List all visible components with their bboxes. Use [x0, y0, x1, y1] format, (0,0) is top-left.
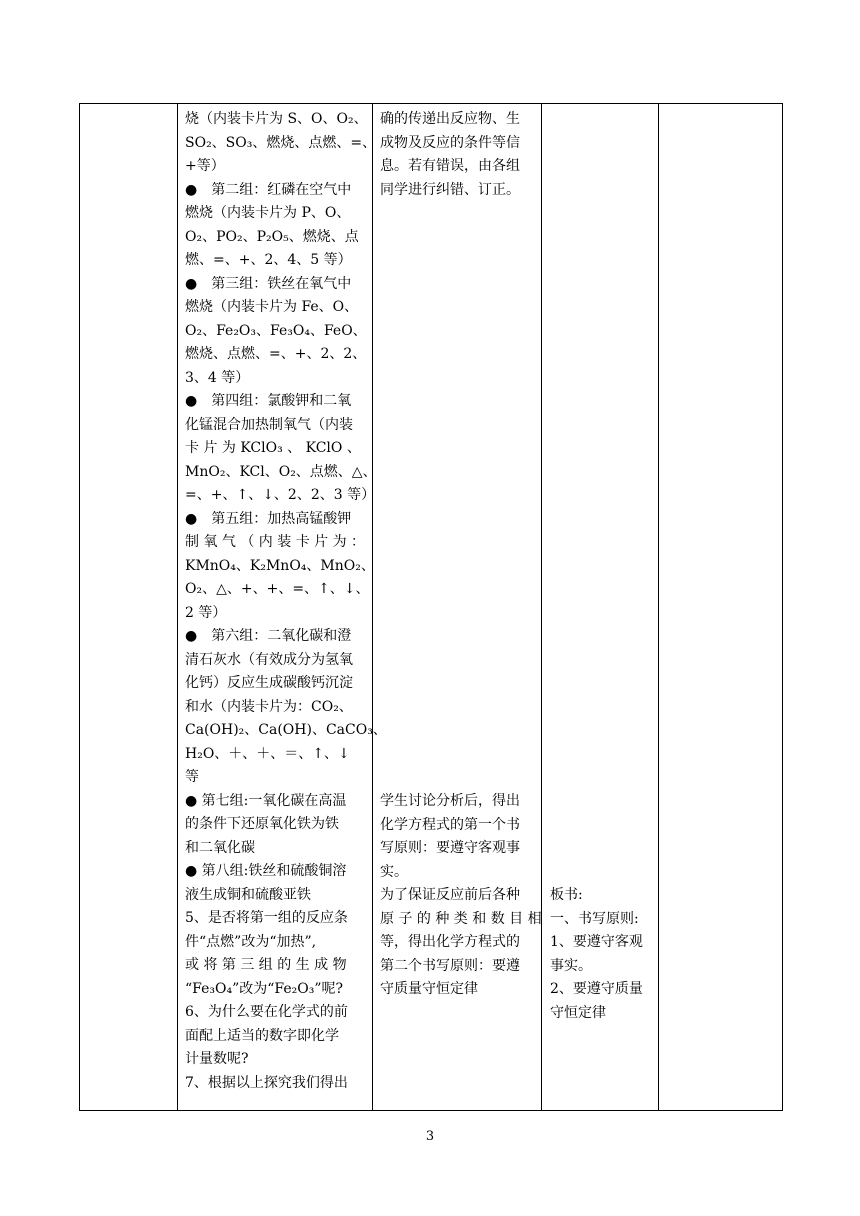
page-number: 3 [425, 1129, 435, 1144]
text-line: 实。 [380, 863, 408, 880]
text-line: 守恒定律 [550, 1004, 606, 1021]
text-line: 燃烧（内装卡片为 P、O、 [185, 205, 351, 221]
text-line: 液生成铜和硫酸亚铁 [185, 886, 311, 903]
text-line: 原 子 的 种 类 和 数 目 相 [380, 910, 542, 927]
text-line: 写原则：要遵守客观事 [380, 840, 520, 856]
text-line: 2、要遵守质量 [550, 981, 643, 997]
board-notes-text [550, 884, 657, 1025]
text-line: 烧（内装卡片为 S、O、O₂、 [185, 111, 368, 127]
student-text-conclusion [380, 790, 542, 1002]
text-line: 为了保证反应前后各种 [380, 887, 520, 903]
cell-col1 [80, 104, 178, 1111]
cell-activities [178, 104, 387, 1111]
text-line: 6、为什么要在化学式的前 [185, 1004, 348, 1020]
text-line: 制 氧 气 （ 内 装 卡 片 为 ： [185, 534, 366, 550]
table-row [80, 104, 783, 1111]
text-line: KMnO₄、K₂MnO₄、MnO₂、 [185, 557, 375, 574]
lesson-plan-table [79, 103, 783, 1111]
text-line: +等） [185, 158, 225, 174]
text-line: 等 [185, 769, 199, 785]
text-line: 守质量守恒定律 [380, 981, 478, 997]
text-line: 息。若有错误，由各组 [380, 158, 520, 174]
cell-col5 [659, 104, 783, 1111]
text-line: 化锰混合加热制氧气（内装 [185, 416, 353, 433]
text-line: 或 将 第 三 组 的 生 成 物 [185, 957, 347, 973]
text-line: Ca(OH)₂、Ca(OH)、CaCO₃、 [185, 722, 387, 738]
text-line: 板书: [550, 887, 583, 903]
text-line: 的条件下还原氧化铁为铁 [185, 816, 339, 832]
text-line: 燃、=、+、2、4、5 等） [185, 252, 352, 268]
student-text-top [380, 108, 535, 202]
text-line: 面配上适当的数字即化学 [185, 1027, 339, 1044]
text-line: 5、是否将第一组的反应条 [185, 910, 348, 926]
text-line: ● 第二组：红磷在空气中 [185, 181, 352, 198]
text-line: 事实。 [550, 957, 592, 974]
text-line: 第二个书写原则：要遵 [380, 957, 520, 974]
text-line: 卡 片 为 KClO₃ 、 KClO 、 [185, 440, 361, 456]
text-line: 一、书写原则: [550, 910, 639, 927]
text-line: ● 第七组:一氧化碳在高温 [185, 792, 347, 809]
text-line: =、+、↑、↓、2、2、3 等） [185, 487, 376, 503]
text-line: 1、要遵守客观 [550, 934, 643, 950]
text-line: 学生讨论分析后，得出 [380, 793, 520, 809]
text-line: ● 第三组：铁丝在氧气中 [185, 275, 352, 292]
text-line: 同学进行纠错、订正。 [380, 181, 520, 198]
text-line: 化学方程式的第一个书 [380, 816, 520, 833]
text-line: MnO₂、KCl、O₂、点燃、△、 [185, 463, 377, 480]
text-line: 7、根据以上探究我们得出 [185, 1074, 348, 1091]
text-line: 化钙）反应生成碳酸钙沉淀 [185, 675, 353, 691]
text-line: O₂、Fe₂O₃、Fe₃O₄、FeO、 [185, 322, 367, 339]
text-line: SO₂、SO₃、燃烧、点燃、=、 [185, 134, 377, 151]
text-line: “Fe₃O₄”改为“Fe₂O₃”呢? [185, 980, 344, 997]
text-line: O₂、△、+、+、=、↑、↓、 [185, 581, 370, 597]
text-line: 和二氧化碳 [185, 839, 255, 856]
text-line: 成物及反应的条件等信 [380, 134, 520, 151]
text-line: 清石灰水（有效成分为氢氧 [185, 651, 353, 668]
text-line: ● 第八组:铁丝和硫酸铜溶 [185, 863, 347, 879]
text-line: ● 第五组：加热高锰酸钾 [185, 510, 352, 527]
text-line: ● 第四组：氯酸钾和二氧 [185, 393, 352, 409]
text-line: O₂、PO₂、P₂O₅、燃烧、点 [185, 228, 359, 245]
text-line: H₂O、＋、＋、＝、↑、↓ [185, 745, 350, 762]
text-line: 件“点燃”改为“加热”, [185, 933, 317, 950]
text-line: 2 等） [185, 604, 227, 621]
text-line: 燃烧、点燃、=、+、2、2、 [185, 346, 367, 362]
text-line: ● 第六组：二氧化碳和澄 [185, 628, 352, 644]
text-line: 燃烧（内装卡片为 Fe、O、 [185, 299, 359, 315]
activity-text [185, 108, 387, 1095]
text-line: 等，得出化学方程式的 [380, 934, 520, 950]
text-line: 3、4 等） [185, 369, 250, 386]
cell-board-notes [542, 104, 659, 1111]
text-line: 确的传递出反应物、生 [380, 111, 520, 127]
text-line: 和水（内装卡片为：CO₂、 [185, 698, 353, 715]
cell-student-activity [373, 104, 542, 1111]
text-line: 计量数呢? [185, 1051, 249, 1067]
